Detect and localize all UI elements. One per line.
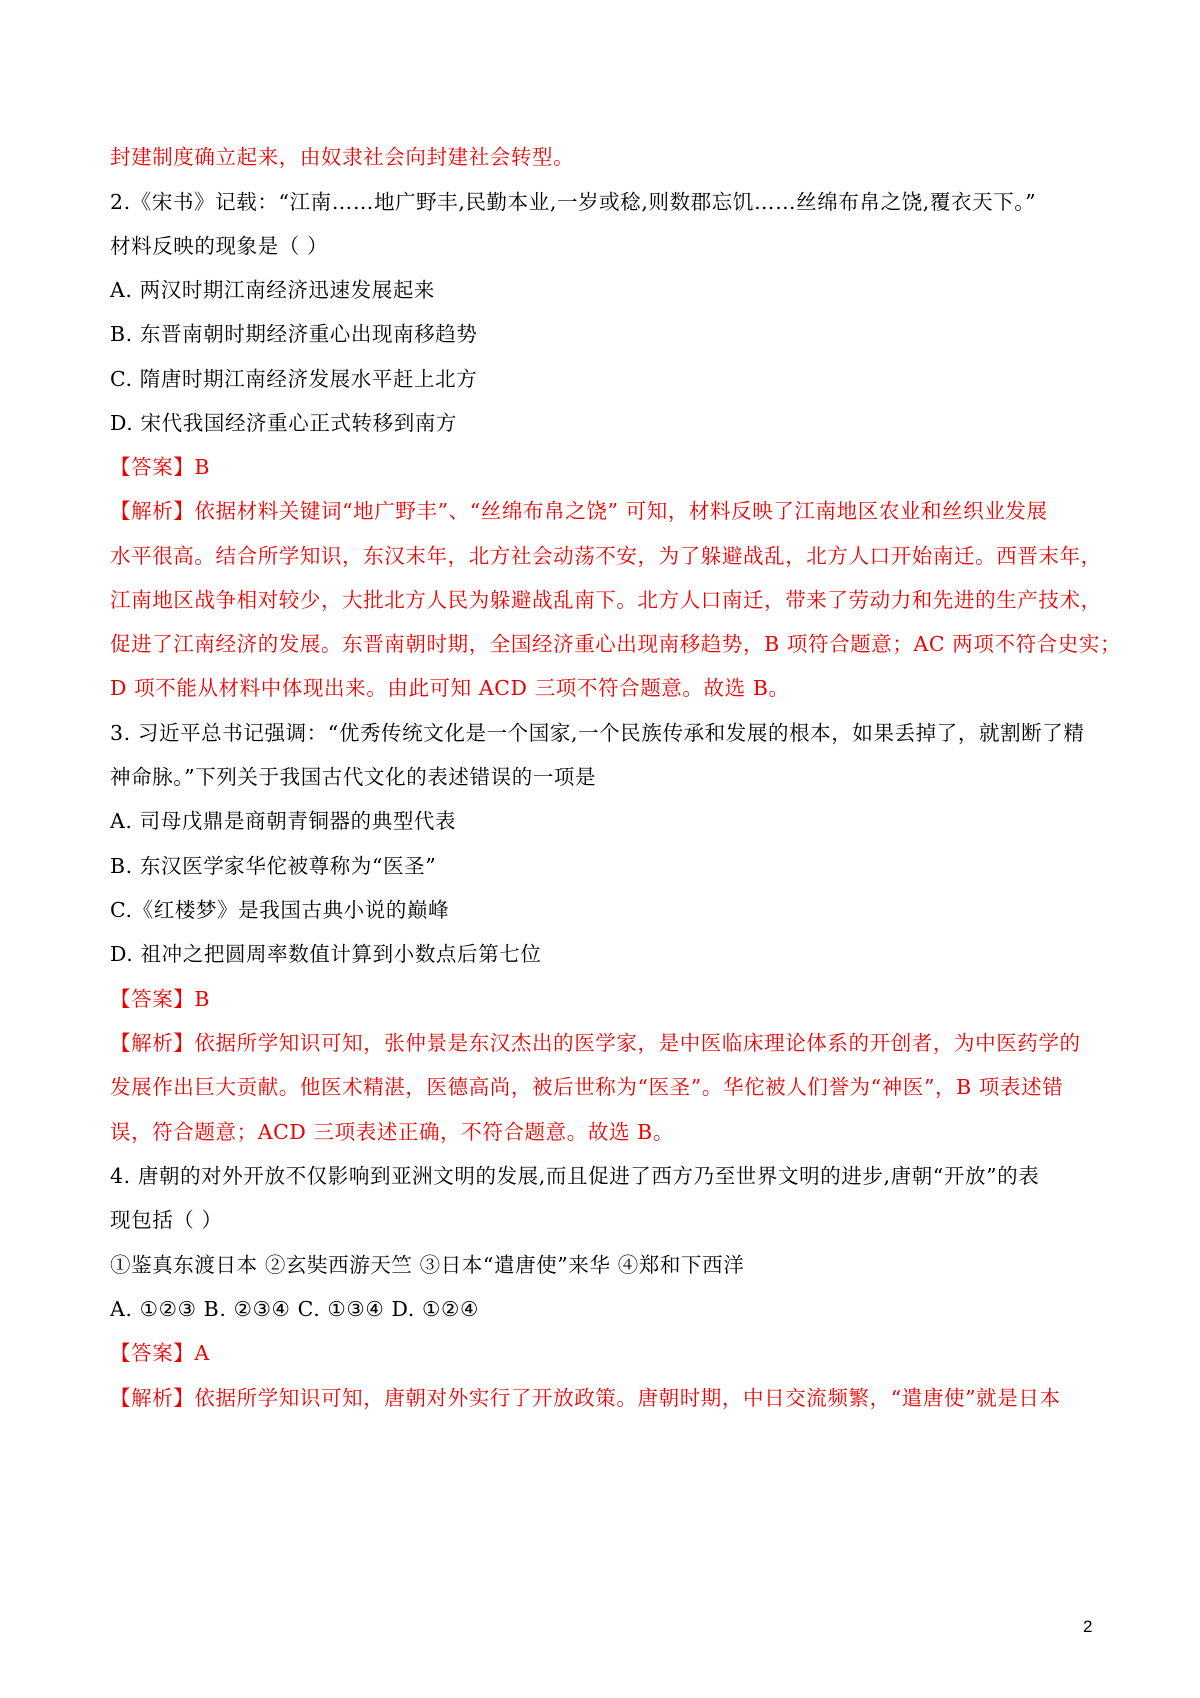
question-3-option-a: A. 司母戊鼎是商朝青铜器的典型代表 xyxy=(110,809,457,833)
question-4-analysis: 【解析】依据所学知识可知，唐朝对外实行了开放政策。唐朝时期，中日交流频繁，“遣唐使”就是日本 xyxy=(110,1386,1061,1410)
question-2-stem: 2.《宋书》记载：“江南……地广野丰,民勤本业,一岁或稔,则数郡忘饥……丝绵布帛之饶,覆衣天下。” xyxy=(110,190,1037,214)
question-4-options: A. ①②③ B. ②③④ C. ①③④ D. ①②④ xyxy=(110,1297,479,1321)
question-3-analysis: 误，符合题意；ACD 三项表述正确，不符合题意。故选 B。 xyxy=(110,1120,674,1144)
question-2-option-a: A. 两汉时期江南经济迅速发展起来 xyxy=(110,278,436,302)
question-4-answer: 【答案】A xyxy=(110,1341,210,1365)
question-2-analysis: 江南地区战争相对较少，大批北方人民为躲避战乱南下。北方人口南迁，带来了劳动力和先进的生产技术， xyxy=(110,588,1102,612)
question-2-option-d: D. 宋代我国经济重心正式转移到南方 xyxy=(110,411,458,435)
question-2-analysis: 促进了江南经济的发展。东晋南朝时期，全国经济重心出现南移趋势，B 项符合题意；AC 两项不符合史实； xyxy=(110,632,1122,656)
question-2-answer: 【答案】B xyxy=(110,455,211,479)
question-2-analysis: 【解析】依据材料关键词“地广野丰”、“丝绵布帛之饶” 可知，材料反映了江南地区农业和丝织业发展 xyxy=(110,499,1048,523)
question-2-analysis: D 项不能从材料中体现出来。由此可知 ACD 三项不符合题意。故选 B。 xyxy=(110,676,790,700)
question-2-option-c: C. 隋唐时期江南经济发展水平赶上北方 xyxy=(110,367,478,391)
question-2-analysis: 水平很高。结合所学知识，东汉末年，北方社会动荡不安，为了躲避战乱，北方人口开始南迁。西晋末年， xyxy=(110,544,1102,568)
question-3-option-c: C.《红楼梦》是我国古典小说的巅峰 xyxy=(110,898,450,922)
question-3-analysis: 发展作出巨大贡献。他医术精湛，医德高尚，被后世称为“医圣”。华佗被人们誉为“神医”，B 项表述错 xyxy=(110,1075,1064,1099)
question-3-analysis: 【解析】依据所学知识可知，张仲景是东汉杰出的医学家，是中医临床理论体系的开创者，为中医药学的 xyxy=(110,1031,1081,1055)
question-2-option-b: B. 东晋南朝时期经济重心出现南移趋势 xyxy=(110,322,478,346)
question-4-items: ①鉴真东渡日本 ②玄奘西游天竺 ③日本“遣唐使”来华 ④郑和下西洋 xyxy=(110,1253,745,1277)
question-3-stem: 3. 习近平总书记强调：“优秀传统文化是一个国家,一个民族传承和发展的根本，如果丢掉了，就割断了精 xyxy=(110,721,1085,745)
question-4-stem: 4. 唐朝的对外开放不仅影响到亚洲文明的发展,而且促进了西方乃至世界文明的进步,唐朝“开放”的表 xyxy=(110,1164,1040,1188)
question-4-stem: 现包括（ ） xyxy=(110,1208,223,1232)
question-3-option-b: B. 东汉医学家华佗被尊称为“医圣” xyxy=(110,854,437,878)
page-number: 2 xyxy=(1083,1617,1093,1636)
question-2-prompt: 材料反映的现象是（ ） xyxy=(110,234,329,258)
question-3-option-d: D. 祖冲之把圆周率数值计算到小数点后第七位 xyxy=(110,942,542,966)
text-line: 封建制度确立起来，由奴隶社会向封建社会转型。 xyxy=(110,145,575,169)
question-3-stem: 神命脉。”下列关于我国古代文化的表述错误的一项是 xyxy=(110,765,597,789)
question-3-answer: 【答案】B xyxy=(110,987,211,1011)
